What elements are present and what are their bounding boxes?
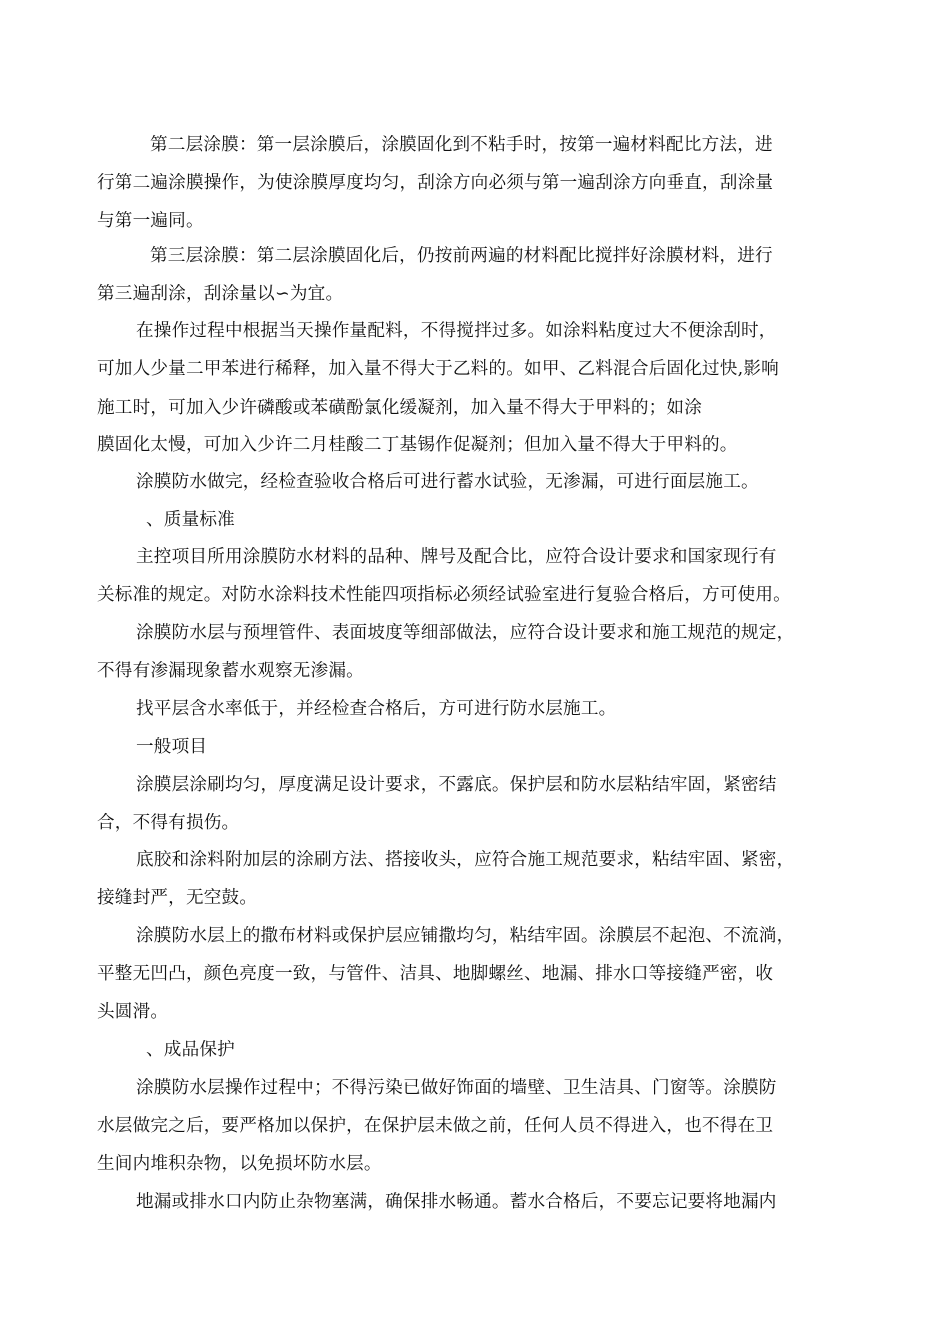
subsection-heading: 一般项目 xyxy=(136,737,208,757)
text-line: 与第一遍同。 xyxy=(97,211,204,231)
text-line: 涂膜防水做完，经检查验收合格后可进行蓄水试验，无渗漏，可进行面层施工。 xyxy=(136,472,759,492)
text-line: 行第二遍涂膜操作，为使涂膜厚度均匀，刮涂方向必须与第一遍刮涂方向垂直，刮涂量 xyxy=(97,173,774,193)
text-line: 平整无凹凸，颜色亮度一致，与管件、洁具、地脚螺丝、地漏、排水口等接缝严密，收 xyxy=(97,964,774,984)
text-line: 找平层含水率低于，并经检查合格后，方可进行防水层施工。 xyxy=(136,699,617,719)
text-line: 施工时，可加入少许磷酸或苯磺酚氯化缓凝剂，加入量不得大于甲料的；如涂 xyxy=(97,398,702,418)
text-line: 第二层涂膜：第一层涂膜后，涂膜固化到不粘手时，按第一遍材料配比方法，进 xyxy=(150,135,773,155)
text-line: 不得有渗漏现象蓄水观察无渗漏。 xyxy=(97,661,364,681)
section-heading: 、成品保护 xyxy=(146,1040,235,1060)
section-heading: 、质量标准 xyxy=(146,510,235,530)
text-line: 水层做完之后，要严格加以保护，在保护层未做之前，任何人员不得进入，也不得在卫 xyxy=(97,1116,774,1136)
text-line: 涂膜防水层操作过程中；不得污染已做好饰面的墙壁、卫生洁具、门窗等。涂膜防 xyxy=(136,1078,777,1098)
text-line: 底胶和涂料附加层的涂刷方法、搭接收头，应符合施工规范要求，粘结牢固、紧密， xyxy=(136,850,795,870)
text-line: 可加人少量二甲苯进行稀释，加入量不得大于乙料的。如甲、乙料混合后固化过快,影响 xyxy=(97,359,779,379)
text-line: 关标准的规定。对防水涂料技术性能四项指标必须经试验室进行复验合格后，方可使用。 xyxy=(97,585,791,605)
text-line: 地漏或排水口内防止杂物塞满，确保排水畅通。蓄水合格后，不要忘记要将地漏内 xyxy=(136,1192,777,1212)
text-line: 第三层涂膜：第二层涂膜固化后，仍按前两遍的材料配比搅拌好涂膜材料，进行 xyxy=(150,246,773,266)
text-line: 涂膜防水层上的撒布材料或保护层应铺撒均匀，粘结牢固。涂膜层不起泡、不流淌， xyxy=(136,926,795,946)
text-line: 合，不得有损伤。 xyxy=(97,813,240,833)
text-line: 接缝封严，无空鼓。 xyxy=(97,888,258,908)
text-line: 涂膜防水层与预埋管件、表面坡度等细部做法，应符合设计要求和施工规范的规定， xyxy=(136,623,795,643)
text-line: 涂膜层涂刷均匀，厚度满足设计要求，不露底。保护层和防水层粘结牢固，紧密结 xyxy=(136,775,777,795)
text-line: 在操作过程中根据当天操作量配料，不得搅拌过多。如涂料粘度过大不便涂刮时， xyxy=(136,321,777,341)
text-line: 头圆滑。 xyxy=(97,1002,169,1022)
text-line: 第三遍刮涂，刮涂量以∽为宜。 xyxy=(97,284,344,304)
text-line: 主控项目所用涂膜防水材料的品种、牌号及配合比，应符合设计要求和国家现行有 xyxy=(136,547,777,567)
text-line: 膜固化太慢，可加入少许二月桂酸二丁基锡作促凝剂；但加入量不得大于甲料的。 xyxy=(97,435,738,455)
text-line: 生间内堆积杂物，以免损坏防水层。 xyxy=(97,1154,382,1174)
